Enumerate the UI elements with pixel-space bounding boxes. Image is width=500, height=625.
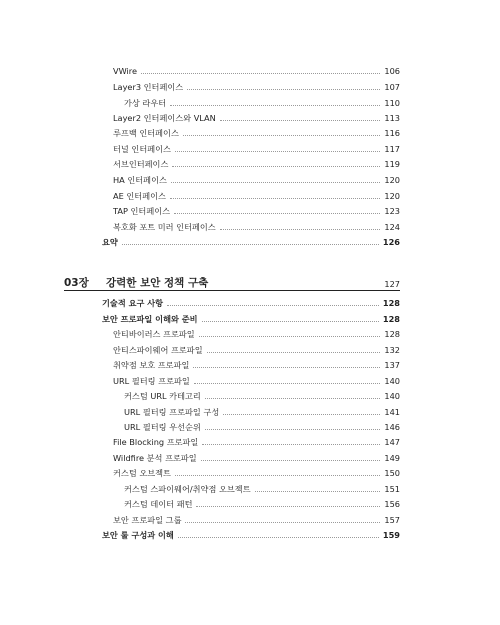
- toc-entry[interactable]: [113, 325, 400, 339]
- toc-entry-page: 150: [384, 468, 400, 478]
- toc-entry[interactable]: [124, 387, 400, 401]
- toc-entry[interactable]: [113, 511, 400, 525]
- toc-entry-page: 124: [384, 222, 400, 232]
- toc-entry[interactable]: [113, 155, 400, 169]
- toc-entry[interactable]: [113, 218, 400, 232]
- toc-entry[interactable]: [113, 171, 400, 185]
- toc-entry-page: 106: [384, 66, 400, 76]
- dot-leader: [141, 73, 380, 74]
- dot-leader: [174, 213, 380, 214]
- dot-leader: [205, 429, 381, 430]
- toc-entry-page: 151: [384, 484, 400, 494]
- toc-entry[interactable]: [124, 418, 400, 432]
- toc-entry-label: Layer3 인터페이스: [113, 82, 184, 92]
- toc-entry[interactable]: [124, 94, 400, 108]
- toc-entry-page: 123: [384, 206, 400, 216]
- toc-entry-label: 복호화 포트 미러 인터페이스: [113, 222, 216, 232]
- dot-leader: [183, 135, 380, 136]
- toc-entry[interactable]: [113, 78, 400, 92]
- chapter-heading[interactable]: [64, 272, 400, 291]
- dot-leader: [220, 120, 381, 121]
- dot-leader: [205, 398, 381, 399]
- toc-entry-label: 커스텀 오브젝트: [113, 468, 171, 478]
- toc-entry-label: Wildfire 분석 프로파일: [113, 453, 197, 463]
- toc-entry-label: HA 인터페이스: [113, 175, 167, 185]
- toc-entry-page: 116: [384, 128, 400, 138]
- chapter-number: 03장: [64, 277, 89, 289]
- dot-leader: [223, 414, 380, 415]
- toc-entry-page: 107: [384, 82, 400, 92]
- toc-entry[interactable]: [113, 109, 400, 123]
- dot-leader: [175, 475, 380, 476]
- dot-leader: [167, 305, 379, 306]
- toc-entry-page: 126: [382, 237, 400, 247]
- dot-leader: [172, 166, 380, 167]
- toc-entry-label: URL 필터링 프로파일 구성: [124, 407, 220, 417]
- toc-entry-label: 기술적 요구 사항: [102, 298, 164, 308]
- toc-entry-page: 120: [384, 191, 400, 201]
- toc-entry-page: 128: [382, 298, 400, 308]
- dot-leader: [171, 182, 380, 183]
- toc-entry-page: 141: [384, 407, 400, 417]
- dot-leader: [194, 383, 381, 384]
- toc-entry-label: AE 인터페이스: [113, 191, 166, 201]
- toc-entry-page: 132: [384, 345, 400, 355]
- toc-entry-page: 137: [384, 360, 400, 370]
- toc-entry[interactable]: [124, 480, 400, 494]
- dot-leader: [201, 460, 381, 461]
- toc-entry-label: 보안 룰 구성과 이해: [102, 530, 174, 540]
- toc-entry-page: 157: [384, 515, 400, 525]
- toc-section-entry[interactable]: [102, 526, 400, 540]
- toc-section-entry[interactable]: [102, 233, 400, 247]
- toc-entry-page: 149: [384, 453, 400, 463]
- dot-leader: [170, 198, 380, 199]
- toc-entry[interactable]: [113, 341, 400, 355]
- toc-entry-page: 159: [382, 530, 400, 540]
- toc-entry-label: Layer2 인터페이스와 VLAN: [113, 113, 216, 123]
- toc-entry-label: 취약점 보호 프로파일: [113, 360, 190, 370]
- toc-entry-page: 156: [384, 499, 400, 509]
- dot-leader: [122, 244, 379, 245]
- chapter-title: 강력한 보안 정책 구축: [106, 277, 209, 289]
- dot-leader: [207, 352, 381, 353]
- toc-section-entry[interactable]: [102, 310, 400, 324]
- dot-leader: [178, 537, 379, 538]
- dot-leader: [202, 444, 380, 445]
- toc-entry-page: 147: [384, 437, 400, 447]
- toc-entry-label: 보안 프로파일 그룹: [113, 515, 182, 525]
- toc-entry[interactable]: [113, 372, 400, 386]
- dot-leader: [193, 367, 380, 368]
- toc-entry-page: 117: [384, 144, 400, 154]
- toc-entry-label: 터널 인터페이스: [113, 144, 171, 154]
- toc-entry-label: 커스텀 URL 카테고리: [124, 391, 201, 401]
- toc-entry-page: 146: [384, 422, 400, 432]
- dot-leader: [175, 151, 380, 152]
- dot-leader: [170, 105, 380, 106]
- toc-entry-label: VWire: [113, 66, 138, 76]
- toc-entry-label: TAP 인터페이스: [113, 206, 171, 216]
- toc-entry-label: URL 필터링 프로파일: [113, 376, 190, 386]
- toc-entry-label: 요약: [102, 237, 118, 247]
- toc-entry-page: 113: [384, 113, 400, 123]
- toc-entry[interactable]: [113, 356, 400, 370]
- toc-entry[interactable]: [113, 124, 400, 138]
- toc-entry-page: 119: [384, 159, 400, 169]
- dot-leader: [202, 321, 379, 322]
- toc-entry[interactable]: [113, 62, 400, 76]
- toc-entry-page: 110: [384, 98, 400, 108]
- toc-entry[interactable]: [124, 495, 400, 509]
- toc-entry-page: 128: [384, 329, 400, 339]
- toc-entry[interactable]: [113, 140, 400, 154]
- toc-entry[interactable]: [124, 403, 400, 417]
- toc-entry-page: 120: [384, 175, 400, 185]
- dot-leader: [187, 89, 380, 90]
- toc-entry[interactable]: [113, 187, 400, 201]
- toc-entry[interactable]: [113, 464, 400, 478]
- toc-entry-label: 안티바이러스 프로파일: [113, 329, 195, 339]
- toc-entry[interactable]: [113, 433, 400, 447]
- dot-leader: [196, 506, 380, 507]
- dot-leader: [255, 491, 381, 492]
- chapter-page: 127: [384, 279, 400, 289]
- toc-entry-label: URL 필터링 우선순위: [124, 422, 201, 432]
- toc-entry-label: 커스텀 데이터 패턴: [124, 499, 193, 509]
- toc-section-entry[interactable]: [102, 294, 400, 308]
- dot-leader: [220, 229, 381, 230]
- toc-entry-label: 서브인터페이스: [113, 159, 169, 169]
- toc-entry-label: 가상 라우터: [124, 98, 167, 108]
- toc-entry-label: 보안 프로파일 이해와 준비: [102, 314, 198, 324]
- toc-entry[interactable]: [113, 449, 400, 463]
- dot-leader: [199, 336, 381, 337]
- dot-leader: [185, 522, 380, 523]
- toc-entry-page: 140: [384, 376, 400, 386]
- toc-entry-page: 128: [382, 314, 400, 324]
- toc-entry-page: 140: [384, 391, 400, 401]
- toc-entry-label: File Blocking 프로파일: [113, 437, 199, 447]
- toc-entry[interactable]: [113, 202, 400, 216]
- toc-entry-label: 안티스파이웨어 프로파일: [113, 345, 203, 355]
- toc-entry-label: 루프백 인터페이스: [113, 128, 179, 138]
- toc-entry-label: 커스텀 스파이웨어/취약점 오브젝트: [124, 484, 251, 494]
